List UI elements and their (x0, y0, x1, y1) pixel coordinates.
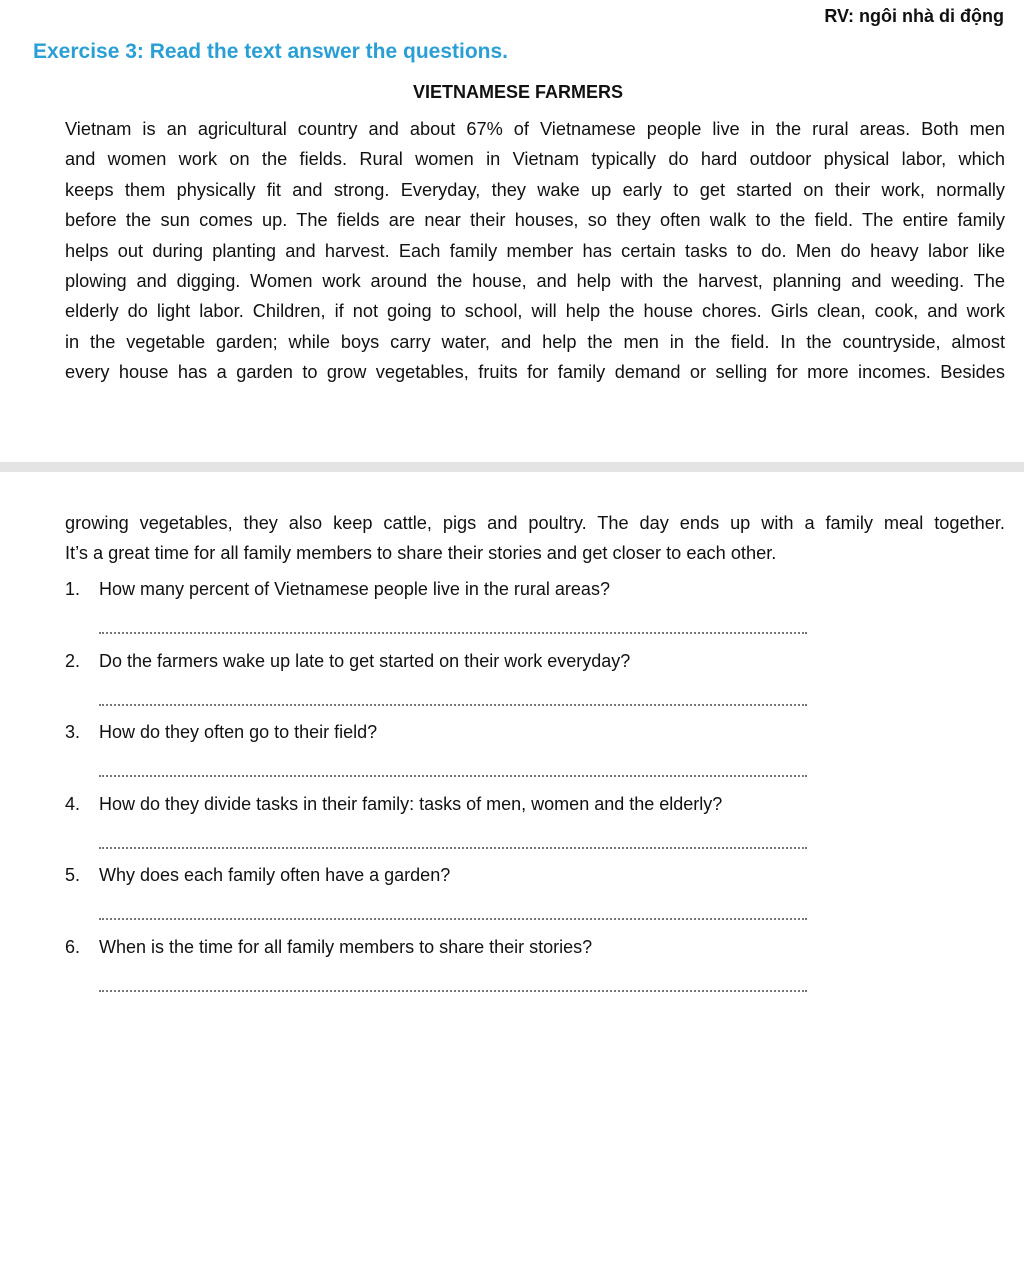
passage-line: every house has a garden to grow vegetables, fruits for family demand or selling for more incomes. Besides (65, 362, 1005, 383)
passage-line: in the vegetable garden; while boys carry water, and help the men in the field. In the countryside, almost (65, 331, 1005, 352)
passage-line: elderly do light labor. Children, if not going to school, will help the house chores. Girls clean, cook, and work (65, 301, 1005, 322)
passage-line: Vietnam is an agricultural country and about 67% of Vietnamese people live in the rural areas. Both men (65, 119, 1005, 139)
answer-input[interactable] (99, 906, 807, 920)
header-rv-label: RV: ngôi nhà di động (824, 6, 1004, 26)
exercise-title: Exercise 3: Read the text answer the questions. (33, 40, 509, 63)
question-number: 3. (65, 722, 81, 742)
question-item (65, 576, 825, 648)
question-item (65, 934, 825, 1006)
answer-input[interactable] (99, 835, 807, 849)
question-number: 5. (65, 865, 81, 885)
question-text: How do they often go to their field? (99, 722, 378, 742)
answer-input[interactable] (99, 978, 807, 992)
question-item (65, 648, 825, 720)
passage-line: plowing and digging. Women work around the house, and help with the harvest, planning and weeding. The (65, 270, 1005, 291)
question-text: How do they divide tasks in their family: tasks of men, women and the elderly? (99, 793, 723, 814)
question-item (65, 862, 825, 934)
question-number: 2. (65, 650, 81, 671)
question-item (65, 791, 825, 863)
passage-title: VIETNAMESE FARMERS (412, 82, 624, 102)
question-number: 6. (65, 936, 81, 957)
question-text: Why does each family often have a garden? (99, 865, 451, 885)
question-number: 1. (65, 579, 81, 599)
question-text: Do the farmers wake up late to get started on their work everyday? (99, 650, 631, 671)
passage-line: growing vegetables, they also keep cattle, pigs and poultry. The day ends up with a family meal together. (65, 513, 1005, 533)
passage-line: It’s a great time for all family members to share their stories and get closer to each other. (65, 543, 777, 564)
answer-input[interactable] (99, 763, 807, 777)
passage-line: helps out during planting and harvest. Each family member has certain tasks to do. Men do heavy labor like (65, 240, 1005, 261)
answer-input[interactable] (99, 692, 807, 706)
passage-paragraph-top (65, 114, 1005, 388)
page-divider (0, 462, 1024, 472)
passage-line: keeps them physically fit and strong. Everyday, they wake up early to get started on their work, normally (65, 179, 1005, 200)
question-item (65, 719, 825, 791)
answer-input[interactable] (99, 620, 807, 634)
passage-line: before the sun comes up. The fields are near their houses, so they often walk to the field. The entire family (65, 210, 1005, 231)
passage-paragraph-bottom (65, 508, 1005, 569)
passage-line: and women work on the fields. Rural women in Vietnam typically do hard outdoor physical labor, which (65, 149, 1005, 170)
question-list (65, 576, 825, 1005)
question-number: 4. (65, 793, 81, 814)
question-text: How many percent of Vietnamese people live in the rural areas? (99, 579, 610, 599)
question-text: When is the time for all family members to share their stories? (99, 936, 593, 957)
